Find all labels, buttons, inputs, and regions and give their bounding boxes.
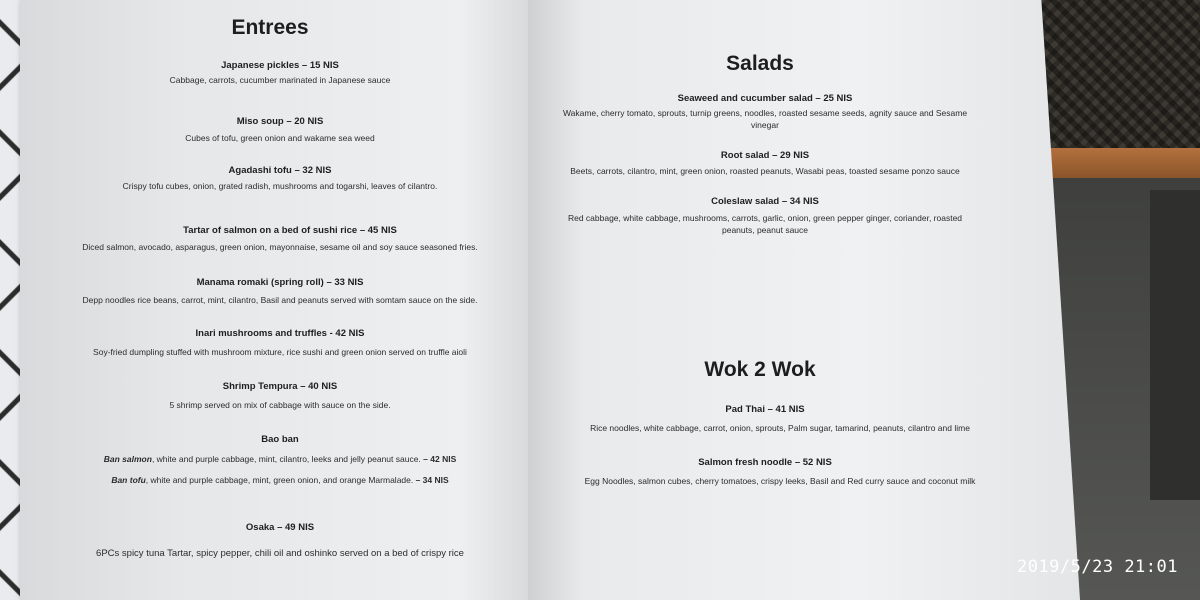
salad-desc: Wakame, cherry tomato, sprouts, turnip greens, noodles, roasted sesame seeds, agnity sauce and Sesame <box>562 108 968 118</box>
entree-title: Japanese pickles – 15 NIS <box>221 60 339 71</box>
entree-desc: 6PCs spicy tuna Tartar, spicy pepper, chili oil and oshinko served on a bed of crispy rice <box>96 548 464 559</box>
entree-title: Miso soup – 20 NIS <box>236 116 324 127</box>
entree-desc: Soy-fried dumpling stuffed with mushroom mixture, rice sushi and green onion served on truffle aioli <box>93 347 467 357</box>
bao-item-name: Ban salmon <box>103 454 152 464</box>
bao-item <box>30 454 530 465</box>
bao-item-price: – 34 NIS <box>413 475 449 485</box>
entree-desc: Diced salmon, avocado, asparagus, green onion, mayonnaise, sesame oil and soy sauce seasoned fries. <box>82 242 478 252</box>
entree-title: Osaka – 49 NIS <box>245 522 315 533</box>
entree-title: Tartar of salmon on a bed of sushi rice – 45 NIS <box>183 225 397 236</box>
entree-title: Manama romaki (spring roll) – 33 NIS <box>196 277 364 288</box>
entree-desc: Crispy tofu cubes, onion, grated radish, mushrooms and togarshi, leaves of cilantro. <box>122 181 438 191</box>
entree-desc: Cubes of tofu, green onion and wakame sea weed <box>185 133 375 143</box>
salad-desc: peanuts, peanut sauce <box>721 225 808 235</box>
salad-title: Coleslaw salad – 34 NIS <box>711 196 819 207</box>
entrees-heading: Entrees <box>231 16 309 39</box>
entree-title: Agadashi tofu – 32 NIS <box>228 165 332 176</box>
photo-timestamp: 2019/5/23 21:01 <box>1016 557 1178 577</box>
wok-title: Pad Thai – 41 NIS <box>725 404 805 415</box>
salad-title: Root salad – 29 NIS <box>720 150 810 161</box>
salad-desc: Red cabbage, white cabbage, mushrooms, carrots, garlic, onion, green pepper ginger, coriander, roasted <box>567 213 963 223</box>
entree-title: Bao ban <box>261 434 299 445</box>
menu-page-right <box>528 0 1080 600</box>
wok-desc: Rice noodles, white cabbage, carrot, onion, sprouts, Palm sugar, tamarind, peanuts, cilantro and lime <box>590 423 970 433</box>
wok-desc: Egg Noodles, salmon cubes, cherry tomatoes, crispy leeks, Basil and Red curry sauce and coconut milk <box>584 476 976 486</box>
bao-item-desc: , white and purple cabbage, mint, cilantro, leeks and jelly peanut sauce. <box>151 454 421 464</box>
entree-desc: Cabbage, carrots, cucumber marinated in Japanese sauce <box>169 75 391 85</box>
bao-item-desc: , white and purple cabbage, mint, green onion, and orange Marmalade. <box>145 475 414 485</box>
bao-item-price: – 42 NIS <box>420 454 457 464</box>
salads-heading: Salads <box>726 52 794 75</box>
entree-title: Shrimp Tempura – 40 NIS <box>222 381 338 392</box>
entree-title: Inari mushrooms and truffles - 42 NIS <box>195 328 365 339</box>
salad-desc: Beets, carrots, cilantro, mint, green onion, roasted peanuts, Wasabi peas, toasted sesame ponzo sauce <box>570 166 960 176</box>
dark-post <box>1150 190 1200 500</box>
bao-item-name: Ban tofu <box>111 475 146 485</box>
salad-desc: vinegar <box>751 120 779 130</box>
entree-desc: 5 shrimp served on mix of cabbage with sauce on the side. <box>169 400 391 410</box>
salad-title: Seaweed and cucumber salad – 25 NIS <box>677 93 853 104</box>
wok-title: Salmon fresh noodle – 52 NIS <box>698 457 832 468</box>
entree-desc: Depp noodles rice beans, carrot, mint, cilantro, Basil and peanuts served with somtam sauce on the side. <box>82 295 478 305</box>
bao-item <box>30 475 530 486</box>
wok-heading: Wok 2 Wok <box>704 358 816 381</box>
